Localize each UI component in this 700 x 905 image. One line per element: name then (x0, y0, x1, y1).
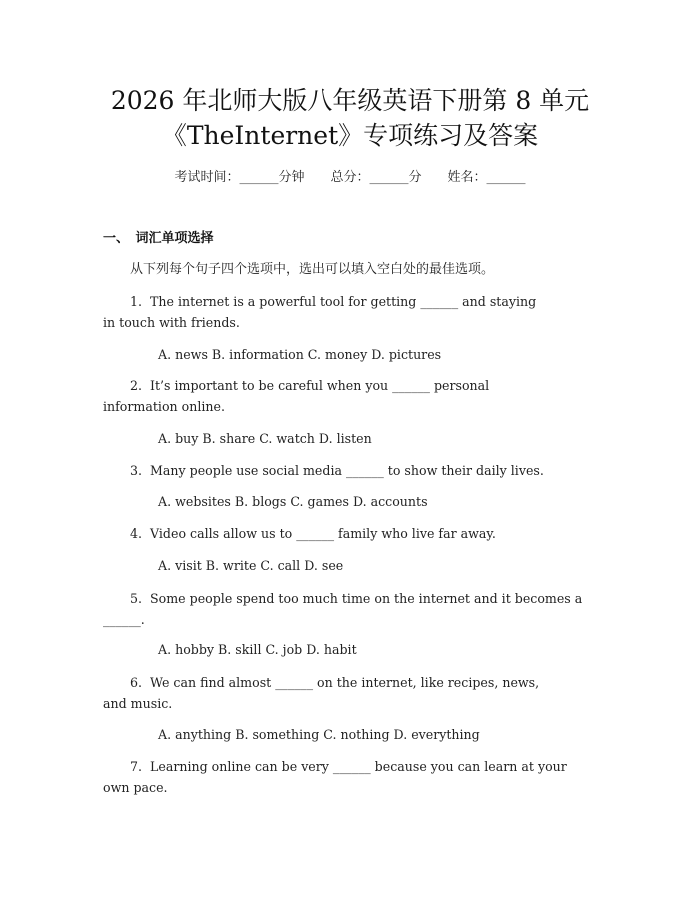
question-1-text: 1. The internet is a powerful tool for getting ______ and staying (130, 294, 537, 309)
question-3-text: 3. Many people use social media ______ to show their daily lives. (130, 463, 544, 478)
question-2-text-cont: information online. (103, 399, 225, 414)
question-3-options: A. websites B. blogs C. games D. accounts (158, 494, 428, 509)
question-5-options: A. hobby B. skill C. job D. habit (158, 642, 357, 657)
question-7-text: 7. Learning online can be very ______ because you can learn at your (130, 759, 567, 774)
question-6-text: 6. We can find almost ______ on the internet, like recipes, news, (130, 675, 540, 690)
question-5-text-cont: ______. (103, 612, 145, 627)
question-2-text: 2. It’s important to be careful when you ______ personal (130, 378, 490, 393)
document-title-line2: 《TheInternet》专项练习及答案 (161, 121, 539, 150)
exam-meta-line: 考试时间：______分钟 总分：______分 姓名：______ (174, 170, 526, 185)
section-instruction: 从下列每个句子四个选项中，选出可以填入空白处的最佳选项。 (130, 262, 495, 277)
question-4-text: 4. Video calls allow us to ______ family who live far away. (130, 526, 496, 541)
question-1-options: A. news B. information C. money D. pictures (158, 347, 442, 362)
question-6-options: A. anything B. something C. nothing D. everything (158, 727, 480, 742)
document-title-line1: 2026 年北师大版八年级英语下册第 8 单元 (110, 86, 590, 115)
question-1-text-cont: in touch with friends. (103, 315, 240, 330)
question-5-text: 5. Some people spend too much time on the internet and it becomes a (130, 591, 583, 606)
question-6-text-cont: and music. (103, 696, 173, 711)
section-heading: 一、 词汇单项选择 (103, 231, 214, 246)
question-2-options: A. buy B. share C. watch D. listen (158, 431, 372, 446)
question-7-text-cont: own pace. (103, 780, 168, 795)
question-4-options: A. visit B. write C. call D. see (158, 558, 344, 573)
